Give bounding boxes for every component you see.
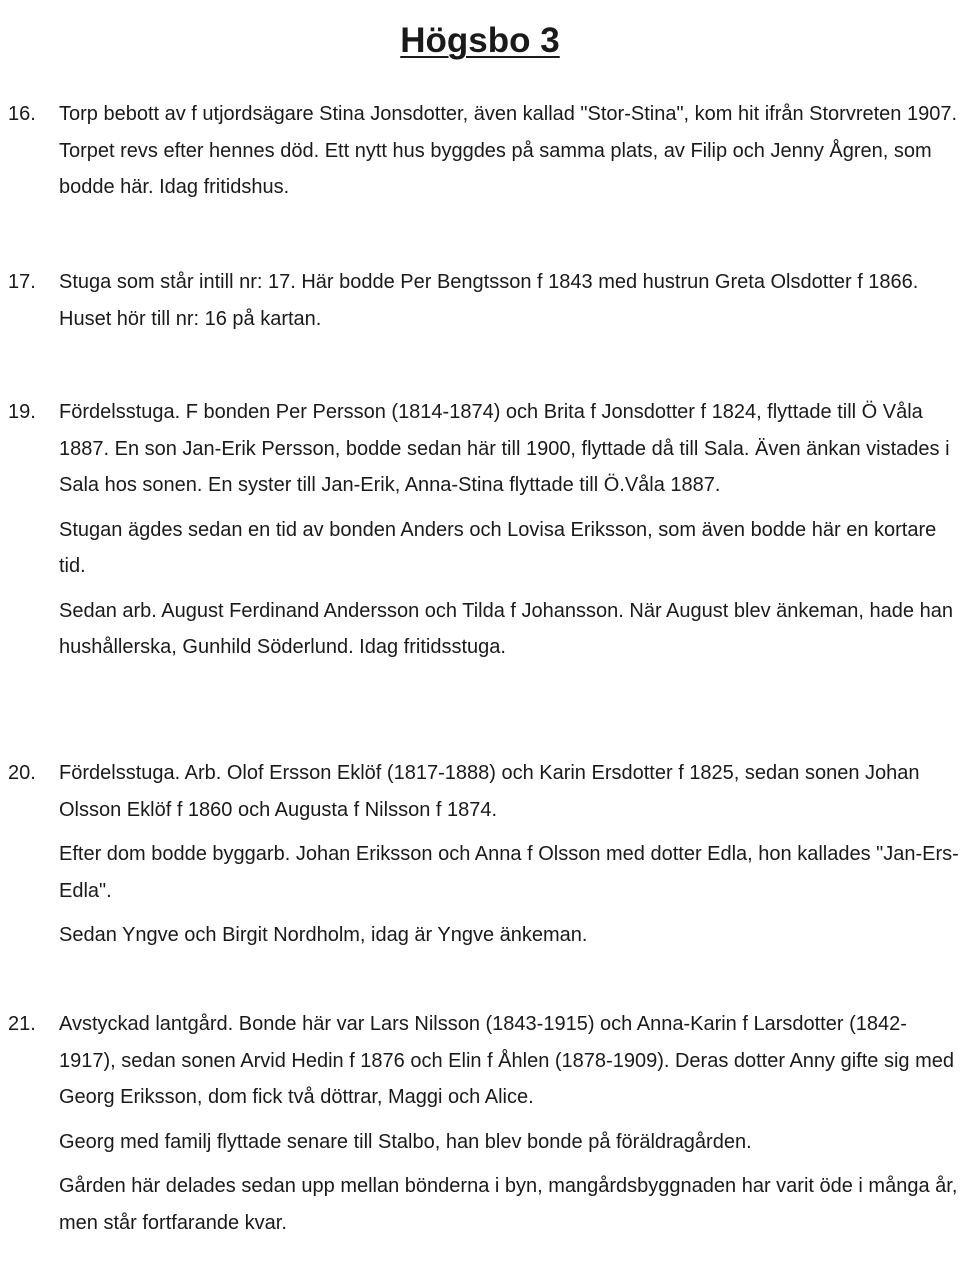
page-title: Högsbo 3 [400,21,560,61]
entry-paragraph: Fördelsstuga. F bonden Per Persson (1814-1874) och Brita f Jonsdotter f 1824, flyttade till Ö Våla 1887. En son Jan-Erik Persson, bodde sedan här till 1900, flyttade då till Sala. Även änkan vistades i Sala hos sonen. En syster till Jan-Erik, Anna-Stina flyttade till Ö.Våla 1887. [59,401,950,496]
entry-paragraph: Sedan arb. August Ferdinand Andersson och Tilda f Johansson. När August blev änkeman, hade han hushållerska, Gunhild Söderlund. Idag fritidsstuga. [59,599,953,658]
entry-paragraph: Stuga som står intill nr: 17. Här bodde Per Bengtsson f 1843 med hustrun Greta Olsdotter f 1866. Huset hör till nr: 16 på kartan. [59,271,919,330]
entry-paragraph: Sedan Yngve och Birgit Nordholm, idag är Yngve änkeman. [59,924,588,946]
entry-paragraph: Gården här delades sedan upp mellan bönderna i byn, mangårdsbyggnaden har varit öde i många år, men står fortfarande kvar. [59,1175,958,1234]
entry-body [59,394,959,674]
entry-number: 19. [8,401,36,423]
entry-body [59,755,959,962]
entry-number: 20. [8,762,36,784]
entry-body [59,1006,959,1249]
entry-body [59,264,959,345]
entry-paragraph: Fördelsstuga. Arb. Olof Ersson Eklöf (1817-1888) och Karin Ersdotter f 1825, sedan sonen Johan Olsson Eklöf f 1860 och Augusta f Nilsson f 1874. [59,762,920,821]
entry-paragraph: Torp bebott av f utjordsägare Stina Jonsdotter, även kallad "Stor-Stina", kom hit ifrån Storvreten 1907. Torpet revs efter hennes död. Ett nytt hus byggdes på samma plats, av Filip och Jenny Ågren, som bodde här. Idag fritidshus. [59,103,958,198]
entry-number: 16. [8,103,36,125]
entry-number: 21. [8,1013,36,1035]
entry-number: 17. [8,271,36,293]
entry-body [59,96,959,214]
entry-paragraph: Stugan ägdes sedan en tid av bonden Anders och Lovisa Eriksson, som även bodde här en kortare tid. [59,518,937,577]
entry-paragraph: Avstyckad lantgård. Bonde här var Lars Nilsson (1843-1915) och Anna-Karin f Larsdotter (1842-1917), sedan sonen Arvid Hedin f 1876 och Elin f Åhlen (1878-1909). Deras dotter Anny gifte sig med Georg Eriksson, dom fick två döttrar, Maggi och Alice. [59,1013,954,1108]
entry-paragraph: Efter dom bodde byggarb. Johan Eriksson och Anna f Olsson med dotter Edla, hon kallades "Jan-Ers-Edla". [59,843,959,902]
entry-paragraph: Georg med familj flyttade senare till Stalbo, han blev bonde på föräldragården. [59,1130,752,1153]
